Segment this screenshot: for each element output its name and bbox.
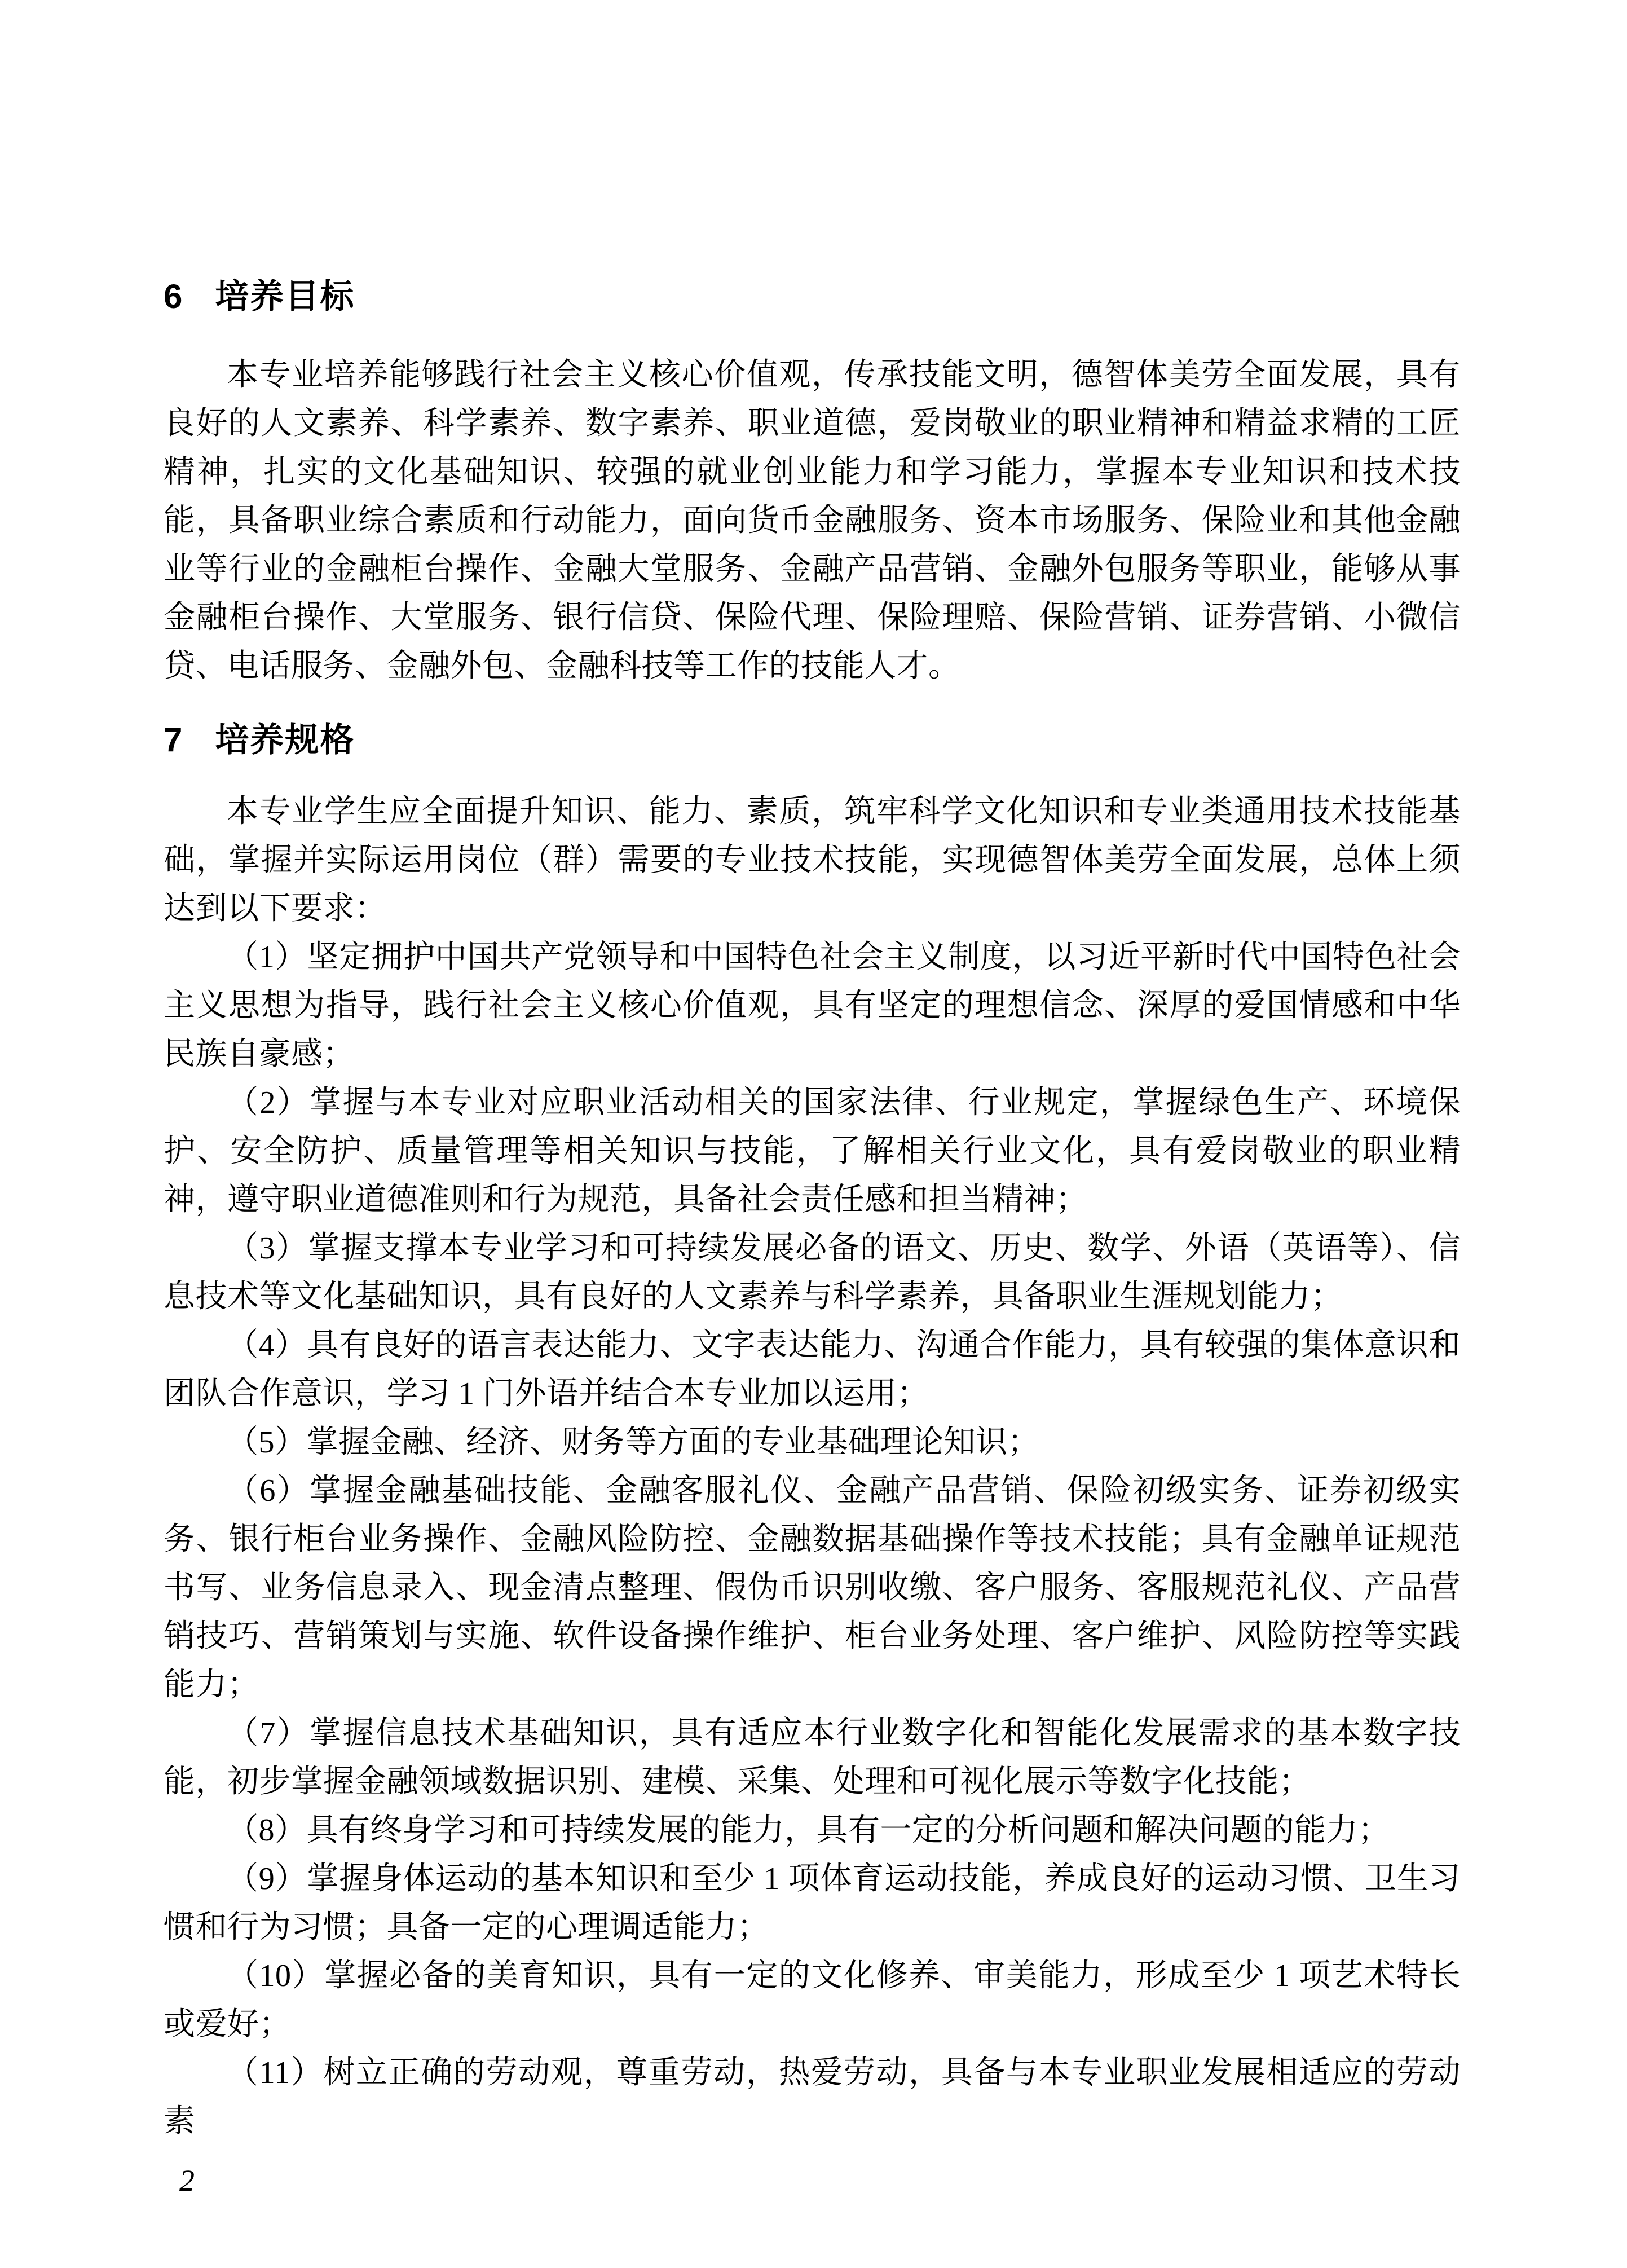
spec-item-8: （8）具有终身学习和可持续发展的能力，具有一定的分析问题和解决问题的能力； [227, 1813, 1390, 1848]
spec-item-3: （3）掌握支撑本专业学习和可持续发展必备的语文、历史、数学、外语（英语等）、信息技术等文化基础知识，具有良好的人文素养与科学素养，具备职业生涯规划能力； [164, 1231, 1461, 1314]
section-title: 培养规格 [215, 721, 355, 759]
spec-item-4: （4）具有良好的语言表达能力、文字表达能力、沟通合作能力，具有较强的集体意识和团队合作意识，学习 1 门外语并结合本专业加以运用； [164, 1328, 1461, 1411]
spec-item-2: （2）掌握与本专业对应职业活动相关的国家法律、行业规定，掌握绿色生产、环境保护、安全防护、质量管理等相关知识与技能，了解相关行业文化，具有爱岗敬业的职业精神，遵守职业道德准则和行为规范，具备社会责任感和担当精神； [164, 1085, 1461, 1217]
section-number: 6 [164, 278, 184, 315]
section-heading-training-objectives [164, 270, 1461, 324]
spec-item-7: （7）掌握信息技术基础知识，具有适应本行业数字化和智能化发展需求的基本数字技能，初步掌握金融领域数据识别、建模、采集、处理和可视化展示等数字化技能； [164, 1716, 1461, 1799]
spec-item-1: （1）坚定拥护中国共产党领导和中国特色社会主义制度，以习近平新时代中国特色社会主义思想为指导，践行社会主义核心价值观，具有坚定的理想信念、深厚的爱国情感和中华民族自豪感； [164, 940, 1461, 1072]
page-number: 2 [179, 2164, 195, 2197]
paragraph-spec-intro: 本专业学生应全面提升知识、能力、素质，筑牢科学文化知识和专业类通用技术技能基础，掌握并实际运用岗位（群）需要的专业技术技能，实现德智体美劳全面发展，总体上须达到以下要求： [164, 794, 1461, 926]
spec-item-10: （10）掌握必备的美育知识，具有一定的文化修养、审美能力，形成至少 1 项艺术特长或爱好； [164, 1958, 1461, 2042]
spec-item-11: （11）树立正确的劳动观，尊重劳动，热爱劳动，具备与本专业职业发展相适应的劳动素 [164, 2055, 1461, 2139]
section-heading-training-specifications [164, 713, 1461, 767]
section-title: 培养目标 [215, 278, 355, 315]
spec-item-6: （6）掌握金融基础技能、金融客服礼仪、金融产品营销、保险初级实务、证券初级实务、银行柜台业务操作、金融风险防控、金融数据基础操作等技术技能；具有金融单证规范书写、业务信息录入、现金清点整理、假伪币识别收缴、客户服务、客服规范礼仪、产品营销技巧、营销策划与实施、软件设备操作维护、柜台业务处理、客户维护、风险防控等实践能力； [164, 1473, 1461, 1702]
spec-item-5: （5）掌握金融、经济、财务等方面的专业基础理论知识； [227, 1425, 1039, 1460]
paragraph-training-objectives: 本专业培养能够践行社会主义核心价值观，传承技能文明，德智体美劳全面发展，具有良好的人文素养、科学素养、数字素养、职业道德，爱岗敬业的职业精神和精益求精的工匠精神，扎实的文化基础知识、较强的就业创业能力和学习能力，掌握本专业知识和技术技能，具备职业综合素质和行动能力，面向货币金融服务、资本市场服务、保险业和其他金融业等行业的金融柜台操作、金融大堂服务、金融产品营销、金融外包服务等职业，能够从事金融柜台操作、大堂服务、银行信贷、保险代理、保险理赔、保险营销、证券营销、小微信贷、电话服务、金融外包、金融科技等工作的技能人才。 [164, 358, 1461, 684]
spec-item-9: （9）掌握身体运动的基本知识和至少 1 项体育运动技能，养成良好的运动习惯、卫生习惯和行为习惯；具备一定的心理调适能力； [164, 1861, 1461, 1945]
section-number: 7 [164, 721, 184, 759]
